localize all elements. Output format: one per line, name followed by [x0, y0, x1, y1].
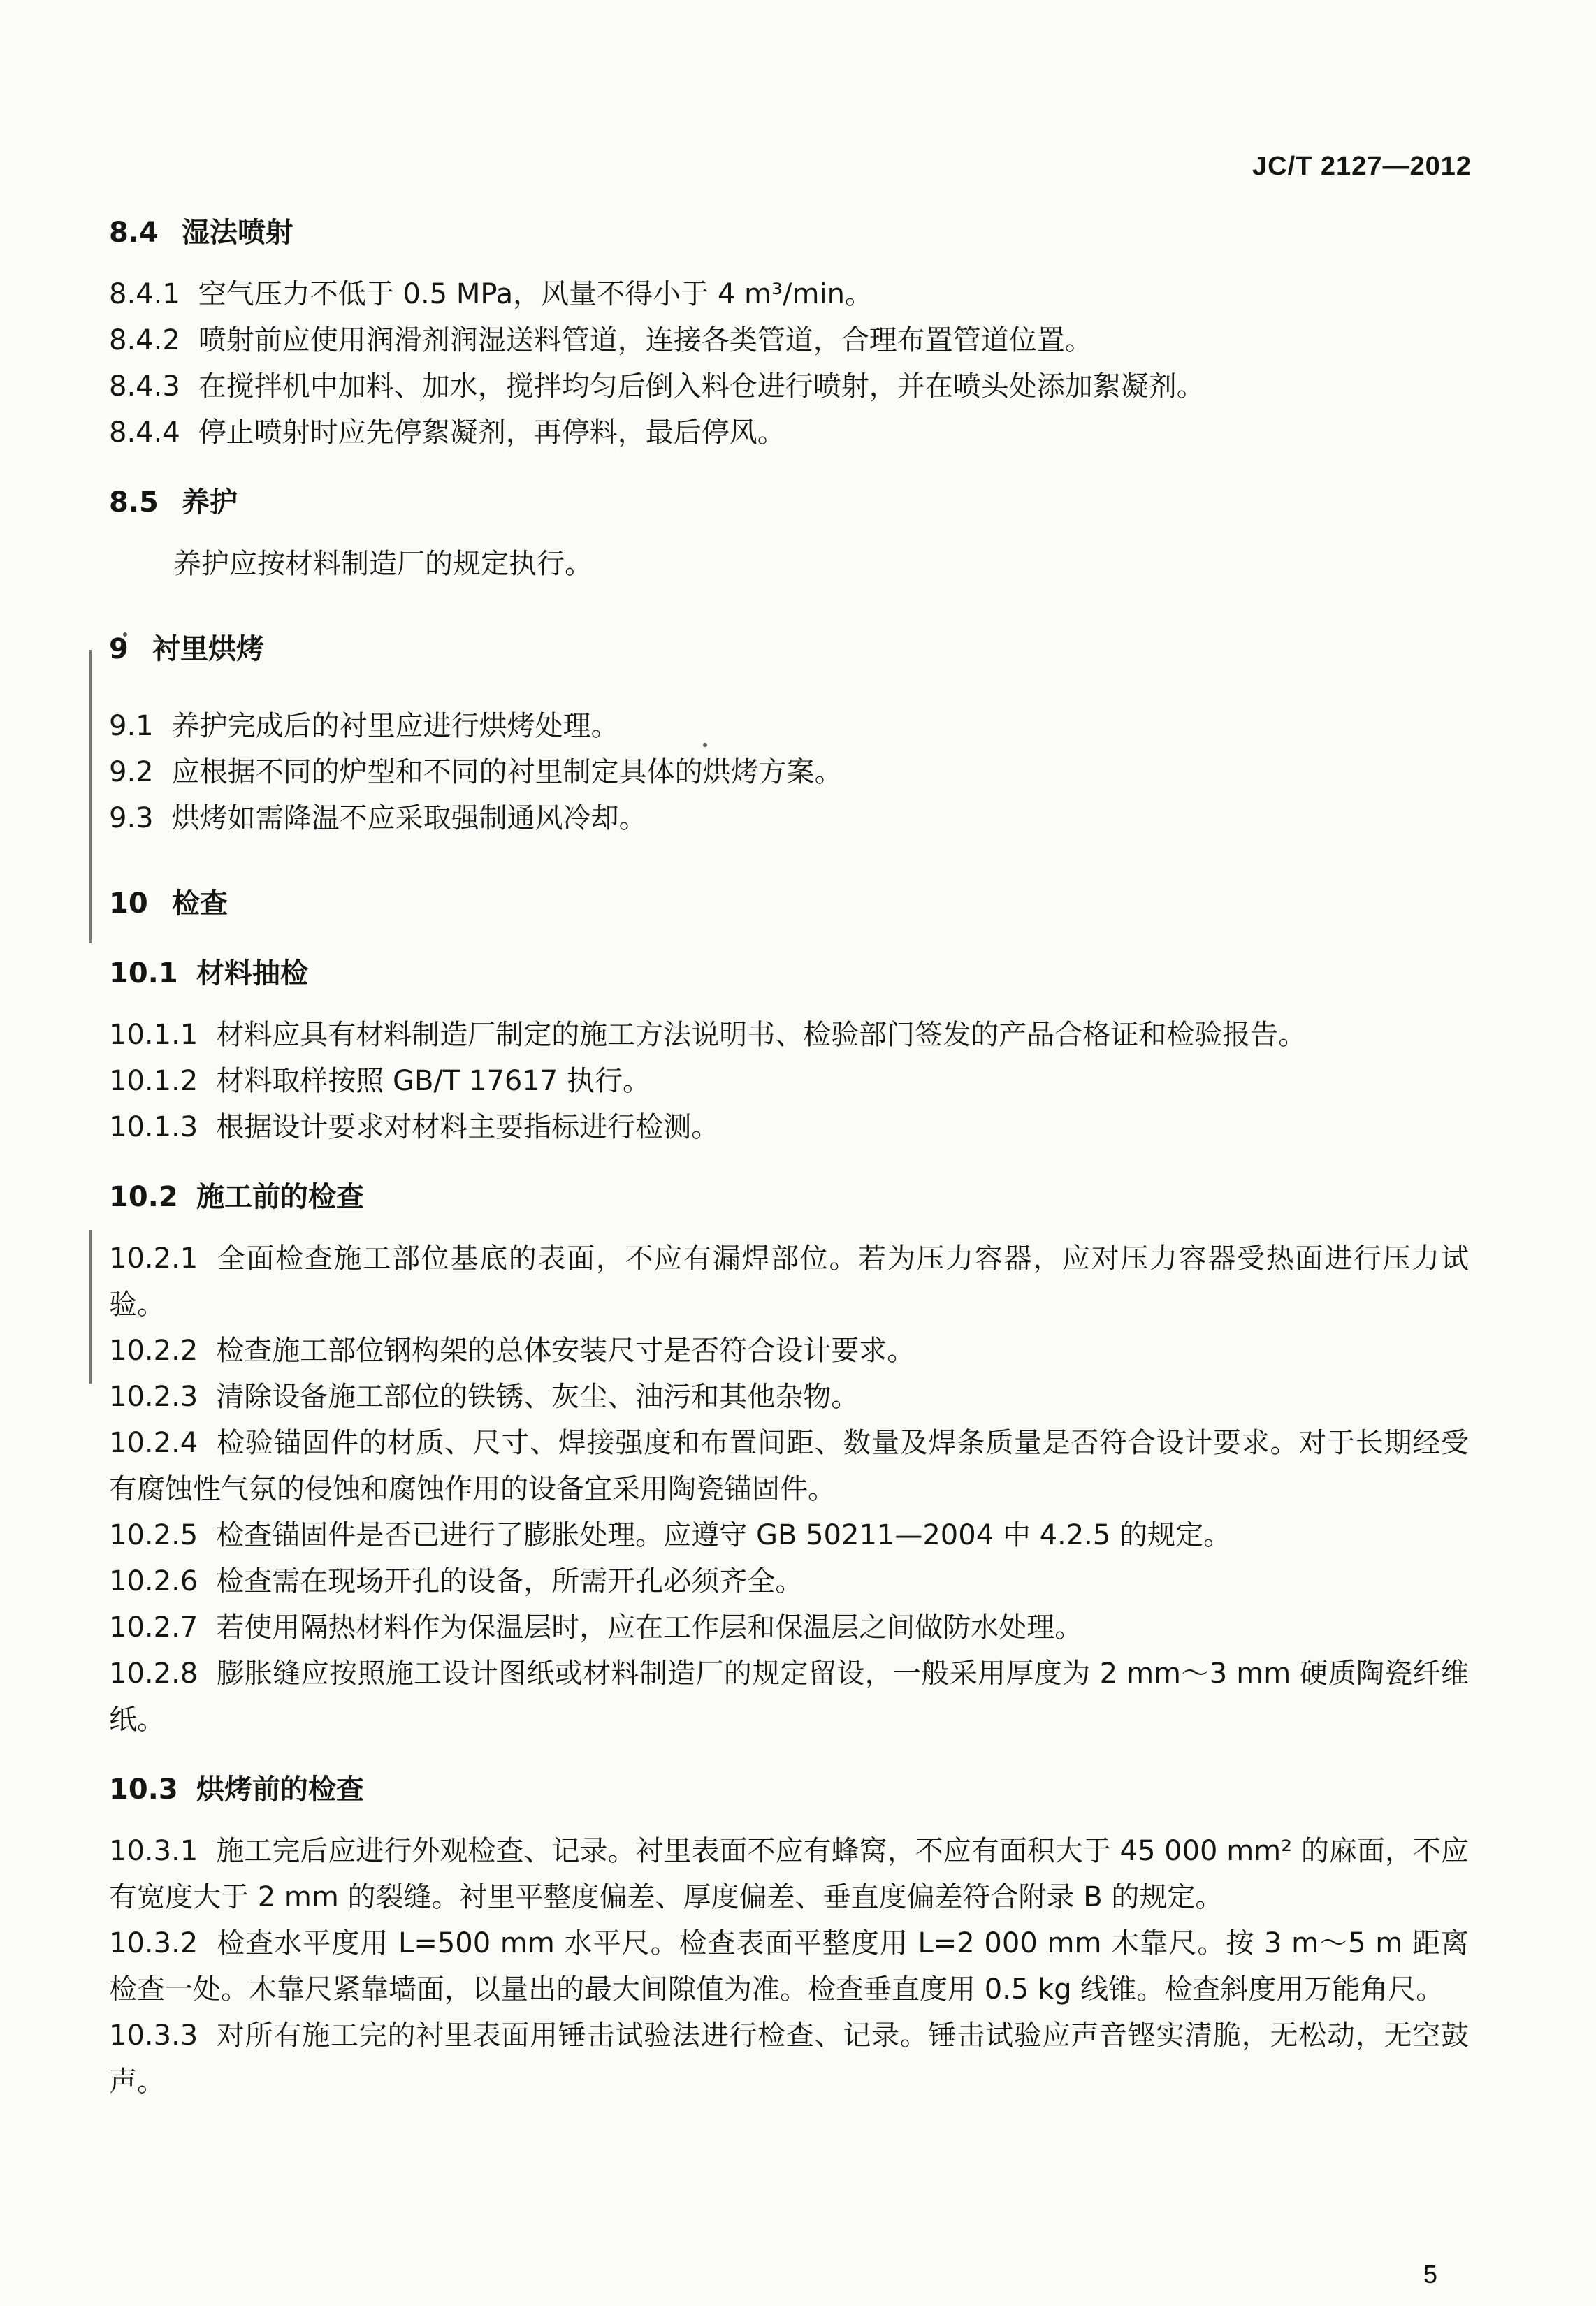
clause-text: 喷射前应使用润滑剂润湿送料管道，连接各类管道，合理布置管道位置。 — [198, 324, 1093, 356]
clause-number: 10.2.5 — [109, 1519, 198, 1551]
section-number: 10.1 — [109, 957, 178, 989]
clause-number: 8.4.1 — [109, 278, 180, 310]
page-number: 5 — [1423, 2260, 1438, 2289]
chapter-heading-9 — [109, 626, 1469, 672]
chapter-number: 10 — [109, 887, 148, 920]
section-heading-10-3 — [109, 1767, 1469, 1813]
section-number: 8.4 — [109, 217, 159, 249]
clause-number: 8.4.4 — [109, 416, 180, 449]
clause-text: 施工完后应进行外观检查、记录。衬里表面不应有蜂窝，不应有面积大于 45 000 mm² 的麻面，不应有宽度大于 2 mm 的裂缝。衬里平整度偏差、厚度偏差、垂直度偏差符合附录 B 的规定。 — [109, 1835, 1469, 1913]
chapter-title: 检查 — [172, 887, 228, 920]
paragraph-8-5: 养护应按材料制造厂的规定执行。 — [173, 548, 593, 580]
section-number: 10.3 — [109, 1774, 178, 1806]
clause-10-2-1 — [109, 1235, 1469, 1328]
clause-number: 10.1.2 — [109, 1065, 198, 1097]
clause-text: 停止喷射时应先停絮凝剂，再停料，最后停风。 — [198, 416, 785, 449]
clause-number: 10.1.1 — [109, 1019, 198, 1051]
clause-number: 10.2.7 — [109, 1611, 198, 1644]
clause-10-2-3 — [109, 1374, 1469, 1420]
clause-9-1 — [109, 703, 1469, 749]
section-number: 8.5 — [109, 486, 159, 519]
scan-margin-line — [89, 1230, 92, 1384]
section-title: 烘烤前的检查 — [196, 1774, 364, 1806]
clause-10-2-8 — [109, 1651, 1469, 1743]
document-code: JC/T 2127—2012 — [1252, 152, 1472, 181]
clause-text: 在搅拌机中加料、加水，搅拌均匀后倒入料仓进行喷射，并在喷头处添加絮凝剂。 — [198, 370, 1205, 403]
clause-text: 材料取样按照 GB/T 17617 执行。 — [216, 1065, 651, 1097]
clause-10-3-1 — [109, 1828, 1469, 1920]
clause-text: 养护完成后的衬里应进行烘烤处理。 — [171, 710, 619, 742]
section-title: 养护 — [182, 486, 238, 519]
clause-text: 材料应具有材料制造厂制定的施工方法说明书、检验部门签发的产品合格证和检验报告。 — [216, 1019, 1307, 1051]
clause-text: 烘烤如需降温不应采取强制通风冷却。 — [171, 802, 647, 834]
section-heading-8-4 — [109, 210, 1469, 256]
clause-text: 检验锚固件的材质、尺寸、焊接强度和布置间距、数量及焊条质量是否符合设计要求。对于长期经受有腐蚀性气氛的侵蚀和腐蚀作用的设备宜采用陶瓷锚固件。 — [109, 1427, 1469, 1505]
clause-number: 10.2.3 — [109, 1381, 198, 1413]
clause-9-2 — [109, 749, 1469, 795]
clause-10-3-2 — [109, 1920, 1469, 2013]
clause-text: 对所有施工完的衬里表面用锤击试验法进行检查、记录。锤击试验应声音铿实清脆，无松动，无空鼓声。 — [109, 2019, 1469, 2098]
clause-number: 10.2.6 — [109, 1565, 198, 1597]
clause-number: 8.4.2 — [109, 324, 180, 356]
scan-margin-line — [89, 650, 92, 943]
section-heading-10-1 — [109, 950, 1469, 996]
clause-text: 检查施工部位钢构架的总体安装尺寸是否符合设计要求。 — [216, 1335, 915, 1367]
clause-text: 根据设计要求对材料主要指标进行检测。 — [216, 1111, 720, 1143]
clause-8-4-3 — [109, 363, 1469, 409]
clause-number: 10.2.2 — [109, 1335, 198, 1367]
section-title: 材料抽检 — [196, 957, 308, 989]
section-number: 10.2 — [109, 1181, 178, 1213]
clause-number: 10.3.1 — [109, 1835, 198, 1867]
clause-number: 10.3.3 — [109, 2019, 198, 2052]
clause-text: 应根据不同的炉型和不同的衬里制定具体的烘烤方案。 — [171, 756, 843, 788]
section-title: 施工前的检查 — [196, 1181, 364, 1213]
clause-10-2-4 — [109, 1420, 1469, 1512]
clause-10-1-2 — [109, 1058, 1469, 1104]
clause-10-3-3 — [109, 2013, 1469, 2105]
clause-text: 空气压力不低于 0.5 MPa，风量不得小于 4 m³/min。 — [198, 278, 873, 310]
clause-number: 10.2.1 — [109, 1242, 198, 1275]
clause-text: 清除设备施工部位的铁锈、灰尘、油污和其他杂物。 — [216, 1381, 859, 1413]
clause-number: 10.2.8 — [109, 1658, 198, 1690]
chapter-number: 9 — [109, 633, 129, 665]
clause-number: 10.2.4 — [109, 1427, 198, 1459]
clause-10-2-5 — [109, 1512, 1469, 1558]
clause-10-1-3 — [109, 1104, 1469, 1150]
clause-10-1-1 — [109, 1012, 1469, 1058]
clause-9-3 — [109, 795, 1469, 841]
clause-text: 全面检查施工部位基底的表面，不应有漏焊部位。若为压力容器，应对压力容器受热面进行压力试验。 — [109, 1242, 1469, 1321]
clause-text: 检查锚固件是否已进行了膨胀处理。应遵守 GB 50211—2004 中 4.2.5 的规定。 — [216, 1519, 1232, 1551]
clause-text: 检查需在现场开孔的设备，所需开孔必须齐全。 — [216, 1565, 804, 1597]
clause-8-4-1 — [109, 271, 1469, 317]
chapter-heading-10 — [109, 880, 1469, 927]
clause-number: 8.4.3 — [109, 370, 180, 403]
clause-number: 9.1 — [109, 710, 154, 742]
clause-text: 检查水平度用 L=500 mm 水平尺。检查表面平整度用 L=2 000 mm 木靠尺。按 3 m～5 m 距离检查一处。木靠尺紧靠墙面，以量出的最大间隙值为准。检查垂直度用 0.5 kg 线锥。检查斜度用万能角尺。 — [109, 1927, 1469, 2006]
clause-number: 9.3 — [109, 802, 154, 834]
clause-8-4-2 — [109, 317, 1469, 363]
clause-8-4-4 — [109, 409, 1469, 456]
section-heading-10-2 — [109, 1174, 1469, 1220]
clause-10-2-7 — [109, 1604, 1469, 1651]
clause-number: 9.2 — [109, 756, 154, 788]
section-title: 湿法喷射 — [182, 217, 293, 249]
section-heading-8-5 — [109, 479, 1469, 525]
clause-10-2-2 — [109, 1328, 1469, 1374]
clause-text: 膨胀缝应按照施工设计图纸或材料制造厂的规定留设，一般采用厚度为 2 mm～3 mm 硬质陶瓷纤维纸。 — [109, 1658, 1469, 1736]
chapter-title: 衬里烘烤 — [152, 633, 264, 665]
clause-number: 10.3.2 — [109, 1927, 198, 1959]
clause-text: 若使用隔热材料作为保温层时，应在工作层和保温层之间做防水处理。 — [216, 1611, 1083, 1644]
clause-number: 10.1.3 — [109, 1111, 198, 1143]
clause-10-2-6 — [109, 1558, 1469, 1604]
document-body — [109, 210, 1469, 2105]
